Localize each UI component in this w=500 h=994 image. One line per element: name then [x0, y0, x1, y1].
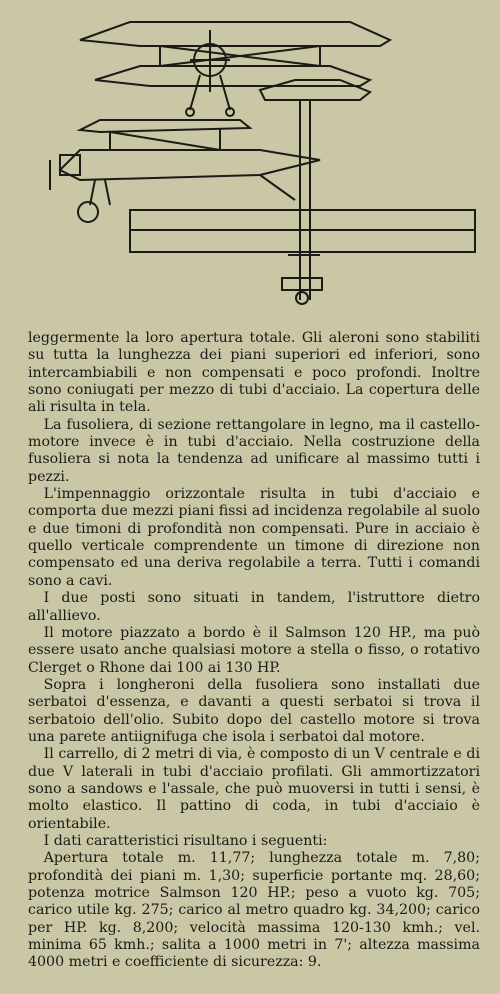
top-view-drawing	[130, 80, 475, 304]
paragraph-data-intro: I dati caratteristici risultano i seguenti:	[43, 832, 328, 849]
paragraph-empennage: L'impennaggio orizzontale risulta in tubi d'acciaio e comporta due mezzi piani fissi ad incidenza regolabile al suolo e due timoni di profondità non compensati. Pure in acciaio è quello verticale comprendente un timone di direzione non compensato ed una deriva regolabile a terra. Tutti i comandi sono a cavi.	[28, 486, 480, 589]
front-view-drawing	[80, 22, 390, 116]
paragraph-fuselage: La fusoliera, di sezione rettangolare in legno, ma il castello-motore invece è in tubi d'acciaio. Nella costruzione della fusoliera si nota la tendenza ad unificare al massimo tutti i pezzi.	[28, 416, 480, 485]
paragraph-ailerons: leggermente la loro apertura totale. Gli aleroni sono stabiliti su tutta la lunghezza dei piani superiori ed inferiori, sono intercambiabili e non compensati e poco profondi. Inoltre sono coniugati per mezzo di tubi d'acciaio. La copertura delle ali risulta in tela.	[28, 330, 480, 416]
paragraph-seats: I due posti sono situati in tandem, l'istruttore dietro all'allievo.	[28, 590, 480, 624]
side-view-drawing	[50, 120, 320, 222]
article-text	[28, 330, 480, 972]
paragraph-tanks: Sopra i longheroni della fusoliera sono installati due serbatoi d'essenza, e davanti a questi serbatoi si trova il serbatoio dell'olio. Subito dopo del castello motore si trova una parete antiignifuga che isola i serbatoi dal motore.	[28, 676, 480, 745]
paragraph-undercarriage: Il carrello, di 2 metri di via, è composto di un V centrale e di due V laterali in tubi d'acciaio profilati. Gli ammortizzatori sono a sandows e l'assale, che può muoversi in tutti i sensi, è molto elastico. Il pattino di coda, in tubi d'acciaio è orientabile.	[28, 746, 480, 832]
biplane-three-view-drawing	[20, 0, 490, 330]
paragraph-specifications: Apertura totale m. 11,77; lunghezza totale m. 7,80; profondità dei piani m. 1,30; superficie portante mq. 28,60; potenza motrice Salmson 120 HP.; peso a vuoto kg. 705; carico utile kg. 275; carico al metro quadro kg. 34,200; carico per HP. kg. 8,200; velocità massima 120-130 kmh.; vel. minima 65 kmh.; salita a 1000 metri in 7'; altezza massima 4000 metri e coefficiente di sicurezza: 9.	[28, 850, 480, 971]
paragraph-engine: Il motore piazzato a bordo è il Salmson 120 HP., ma può essere usato anche qualsiasi motore a stella o fisso, o rotativo Clerget o Rhone dai 100 ai 130 HP.	[28, 624, 480, 676]
